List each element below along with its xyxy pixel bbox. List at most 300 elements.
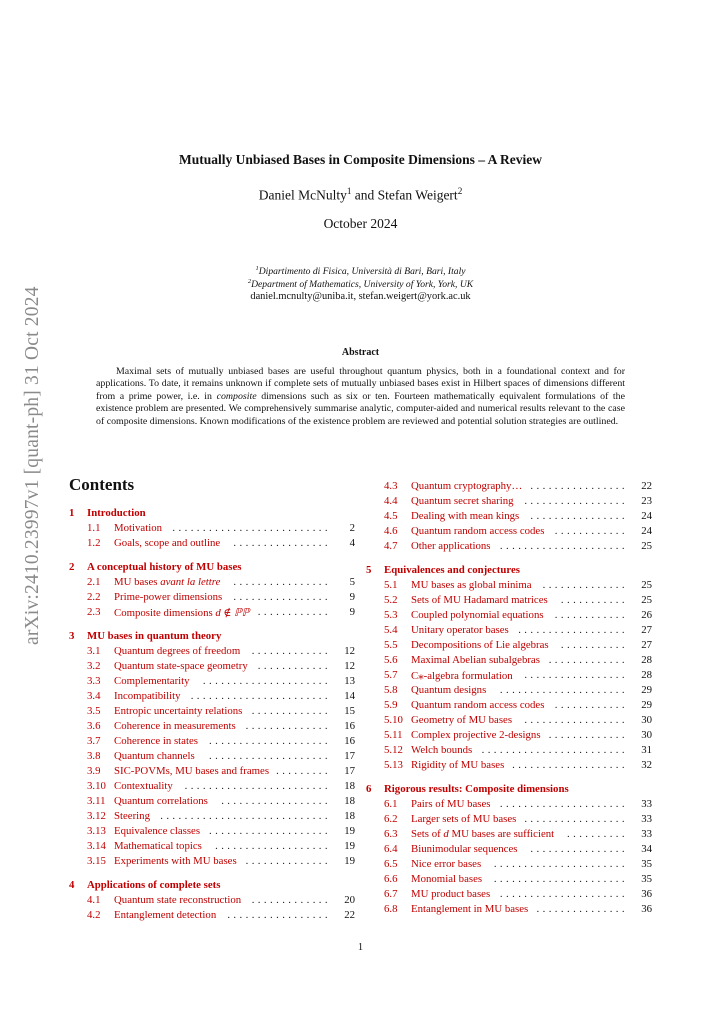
toc-entry-label-text: C⁎-algebra formulation (411, 670, 513, 682)
toc-entry[interactable] (384, 480, 652, 494)
toc-entry-label-text: Goals, scope and outline (114, 537, 221, 549)
toc-entry-number: 4.7 (384, 540, 398, 552)
toc-entry[interactable] (87, 795, 355, 809)
toc-entry-label (411, 480, 522, 492)
toc-entry-label-text: MU product bases (411, 888, 491, 900)
toc-entry-page: 24 (641, 525, 652, 537)
toc-leader-dots: .................. (518, 624, 628, 636)
toc-entry-number: 5.8 (384, 684, 398, 696)
toc-entry[interactable] (384, 525, 652, 539)
toc-section-label: Applications of complete sets (87, 879, 221, 891)
abstract-text-em: composite (216, 390, 257, 402)
toc-leader-dots: ....................... (190, 690, 331, 702)
toc-entry-page: 25 (641, 594, 652, 606)
toc-entry-label (411, 669, 513, 682)
toc-entry[interactable] (384, 669, 652, 683)
toc-entry[interactable] (87, 840, 355, 854)
toc-entry-number: 6.5 (384, 858, 398, 870)
toc-entry-page: 20 (344, 894, 355, 906)
toc-entry-label (411, 873, 482, 885)
toc-leader-dots: ............ (257, 660, 331, 672)
toc-section-number: 4 (69, 879, 75, 891)
toc-entry-page: 22 (344, 909, 355, 921)
toc-entry-number: 5.2 (384, 594, 398, 606)
toc-leader-dots: ................. (524, 714, 628, 726)
toc-entry[interactable] (384, 903, 652, 917)
toc-entry-page: 29 (641, 684, 652, 696)
toc-entry-page: 27 (641, 639, 652, 651)
toc-entry-page: 30 (641, 714, 652, 726)
toc-entry-label (114, 537, 220, 549)
toc-entry-label (114, 735, 198, 747)
toc-entry-number: 3.5 (87, 705, 101, 717)
toc-leader-dots: .................... (209, 735, 331, 747)
toc-entry-label-text: MU bases as global minima (411, 579, 532, 591)
toc-entry-label-text: Mathematical topics (114, 840, 202, 852)
toc-entry-page: 18 (344, 795, 355, 807)
toc-entry-page: 18 (344, 810, 355, 822)
toc-entry-label-text: Quantum correlations (114, 795, 208, 807)
toc-entry-label-text: Quantum state reconstruction (114, 894, 242, 906)
toc-entry-page: 4 (349, 537, 355, 549)
toc-entry-number: 1.2 (87, 537, 101, 549)
toc-entry-page: 18 (344, 780, 355, 792)
author-2: Stefan Weigert (377, 187, 458, 203)
toc-entry[interactable] (87, 909, 355, 923)
toc-entry-page: 27 (641, 624, 652, 636)
toc-entry-page: 31 (641, 744, 652, 756)
toc-leader-dots: ...................... (493, 858, 628, 870)
toc-leader-dots: ............. (251, 645, 331, 657)
toc-section-heading[interactable] (69, 630, 221, 642)
toc-entry-number: 5.12 (384, 744, 403, 756)
toc-entry-page: 24 (641, 510, 652, 522)
toc-entry-label-text: Nice error bases (411, 858, 482, 870)
toc-entry-label-text: Experiments with MU bases (114, 855, 237, 867)
toc-entry[interactable] (87, 720, 355, 734)
toc-entry[interactable] (384, 540, 652, 554)
toc-leader-dots: ........................ (184, 780, 331, 792)
toc-entry[interactable] (87, 660, 355, 674)
toc-entry-number: 2.1 (87, 576, 101, 588)
affiliation-2-mark: 2 (247, 278, 252, 285)
toc-entry[interactable] (384, 639, 652, 653)
toc-entry[interactable] (87, 537, 355, 551)
email-addresses: daniel.mcnulty@uniba.it, stefan.weigert@york.ac.uk (250, 291, 471, 302)
toc-entry-label-text: Contextuality (114, 780, 173, 792)
author-and: and (351, 187, 378, 203)
toc-entry-label (411, 624, 509, 636)
toc-entry-label-text: Larger sets of MU bases (411, 813, 517, 825)
toc-section-number: 1 (69, 507, 75, 519)
toc-entry-label-text: Maximal Abelian subalgebras (411, 654, 540, 666)
toc-entry[interactable] (384, 759, 652, 773)
toc-entry-page: 32 (641, 759, 652, 771)
toc-entry-number: 4.3 (384, 480, 398, 492)
toc-entry-label-text: Complex projective 2-designs (411, 729, 541, 741)
toc-entry-number: 5.10 (384, 714, 403, 726)
toc-leader-dots: ................... (215, 840, 331, 852)
toc-entry-number: 5.13 (384, 759, 403, 771)
toc-entry-number: 2.3 (87, 606, 101, 618)
toc-leader-dots: ............... (536, 903, 628, 915)
toc-entry-label (411, 684, 486, 696)
toc-entry-label-text: Entanglement detection (114, 909, 217, 921)
toc-entry-label-text: Entropic uncertainty relations (114, 705, 243, 717)
toc-entry-label-text: Pairs of MU bases (411, 798, 491, 810)
toc-entry[interactable] (384, 510, 652, 524)
toc-entry-label-text: Motivation (114, 522, 162, 534)
toc-entry-label (114, 660, 248, 672)
toc-entry-label-text: Coupled polynomial equations (411, 609, 544, 621)
toc-entry[interactable] (384, 828, 652, 842)
toc-entry-label-text: Quantum channels (114, 750, 195, 762)
toc-leader-dots: ................... (512, 759, 628, 771)
toc-entry-label (411, 888, 490, 900)
paper-title: Mutually Unbiased Bases in Composite Dimensions – A Review (178, 152, 543, 167)
toc-entry-label-text: Entanglement in MU bases (411, 903, 529, 915)
toc-leader-dots: ............. (251, 894, 331, 906)
toc-section-label: Equivalences and conjectures (384, 564, 520, 576)
toc-entry-number: 4.4 (384, 495, 398, 507)
toc-entry-label (411, 798, 490, 810)
toc-entry-label (114, 690, 181, 702)
toc-entry-number: 4.2 (87, 909, 101, 921)
toc-entry-label (114, 840, 202, 852)
toc-entry-page: 9 (349, 606, 355, 618)
toc-entry-label (114, 522, 162, 534)
toc-leader-dots: .............. (542, 579, 628, 591)
toc-entry[interactable] (87, 522, 355, 536)
toc-entry-number: 3.15 (87, 855, 106, 867)
toc-entry-page: 33 (641, 828, 652, 840)
toc-entry-label-text: Biunimodular sequences (411, 843, 518, 855)
toc-entry-page: 19 (344, 855, 355, 867)
author-1: Daniel McNulty (258, 187, 347, 203)
abstract-body (96, 366, 625, 428)
toc-section-heading[interactable] (69, 879, 220, 891)
toc-entry-label-text: Quantum cryptography… (411, 480, 523, 492)
toc-entry-label-text: Rigidity of MU bases (411, 759, 505, 771)
toc-entry[interactable] (384, 873, 652, 887)
toc-entry-label-text: Quantum random access codes (411, 699, 545, 711)
toc-leader-dots: ............ (554, 609, 628, 621)
toc-leader-dots: ................. (524, 813, 628, 825)
toc-entry[interactable] (87, 705, 355, 719)
toc-entry-label (411, 609, 544, 621)
toc-entry[interactable] (87, 780, 355, 794)
toc-entry-number: 3.8 (87, 750, 101, 762)
toc-entry-number: 3.11 (87, 795, 106, 807)
toc-entry-label (114, 795, 208, 807)
toc-section-heading[interactable] (366, 564, 520, 576)
toc-entry-label-text: Quantum state-space geometry (114, 660, 248, 672)
toc-entry-page: 25 (641, 579, 652, 591)
affiliation-2 (0, 278, 721, 290)
toc-entry-page: 35 (641, 873, 652, 885)
toc-entry-page: 19 (344, 825, 355, 837)
abstract-text-2: dimensions such as six or ten. Fourteen mathematically equivalent formulations of the existence problem are presented. We comprehensively summarise analytic, computer-aided and numerical results relevant to the case of composite dimensions. Known modifications of the existence problem are reviewed and potential solution strategies are outlined. (96, 390, 625, 427)
toc-leader-dots: ............. (548, 654, 628, 666)
toc-entry-page: 35 (641, 858, 652, 870)
toc-section-label: MU bases in quantum theory (87, 630, 222, 642)
toc-entry-number: 2.2 (87, 591, 101, 603)
toc-entry[interactable] (87, 645, 355, 659)
toc-entry[interactable] (384, 714, 652, 728)
toc-leader-dots: ......... (276, 765, 331, 777)
toc-leader-dots: ............................ (160, 810, 331, 822)
toc-entry[interactable] (384, 594, 652, 608)
toc-entry-label (411, 654, 540, 666)
toc-entry[interactable] (87, 855, 355, 869)
toc-entry-label-text: Prime-power dimensions (114, 591, 223, 603)
toc-entry-number: 6.6 (384, 873, 398, 885)
toc-section-heading[interactable] (366, 783, 569, 795)
toc-entry[interactable] (87, 894, 355, 908)
toc-entry-label (411, 828, 554, 840)
toc-entry[interactable] (87, 825, 355, 839)
toc-entry[interactable] (384, 843, 652, 857)
toc-section-number: 2 (69, 561, 75, 573)
toc-leader-dots: ..................... (499, 684, 628, 696)
toc-leader-dots: ........... (560, 594, 628, 606)
toc-entry-label-italic: d (443, 828, 449, 840)
toc-section-label: Introduction (87, 507, 146, 519)
toc-entry-label-text: Quantum secret sharing (411, 495, 514, 507)
toc-entry-page: 12 (344, 660, 355, 672)
toc-leader-dots: .............. (245, 855, 331, 867)
toc-leader-dots: .................. (221, 795, 331, 807)
toc-entry-label-italic: d ∉ ℙℙ (215, 607, 250, 619)
affiliation-1-mark: 1 (255, 265, 259, 272)
toc-entry-label-text: Coherence in states (114, 735, 198, 747)
toc-leader-dots: ............ (257, 606, 331, 618)
toc-leader-dots: ..................... (202, 675, 331, 687)
toc-entry-page: 33 (641, 798, 652, 810)
toc-entry-label (411, 639, 549, 651)
toc-entry-number: 5.11 (384, 729, 403, 741)
toc-entry[interactable] (87, 606, 355, 620)
toc-section-number: 5 (366, 564, 372, 576)
toc-leader-dots: ..................... (499, 888, 628, 900)
toc-entry-label-text: Welch bounds (411, 744, 473, 756)
toc-entry[interactable] (384, 813, 652, 827)
affiliation-1 (0, 265, 721, 277)
toc-entry-number: 3.6 (87, 720, 101, 732)
toc-entry-label (114, 765, 269, 777)
toc-entry[interactable] (87, 765, 355, 779)
toc-entry-number: 3.13 (87, 825, 106, 837)
toc-entry-number: 3.7 (87, 735, 101, 747)
toc-entry-page: 14 (344, 690, 355, 702)
toc-entry-page: 36 (641, 903, 652, 915)
toc-entry-page: 28 (641, 669, 652, 681)
toc-leader-dots: ................. (524, 495, 628, 507)
toc-entry[interactable] (384, 495, 652, 509)
toc-entry-label-text: Quantum random access codes (411, 525, 545, 537)
toc-entry-label (114, 720, 236, 732)
toc-entry[interactable] (87, 576, 355, 590)
toc-entry-label (411, 594, 548, 606)
toc-leader-dots: ...................... (493, 873, 628, 885)
toc-entry[interactable] (384, 888, 652, 902)
toc-entry-label-text: Coherence in measurements (114, 720, 236, 732)
toc-entry-number: 6.1 (384, 798, 398, 810)
toc-entry-label-text: Quantum designs (411, 684, 487, 696)
toc-entry-label (114, 606, 249, 619)
toc-entry-label-text-2: MU bases are sufficient (448, 828, 555, 840)
toc-entry-page: 25 (641, 540, 652, 552)
toc-entry[interactable] (384, 624, 652, 638)
toc-entry[interactable] (384, 684, 652, 698)
toc-entry-label (114, 855, 237, 867)
toc-entry-label-text: Steering (114, 810, 150, 822)
toc-entry-page: 13 (344, 675, 355, 687)
toc-entry-page: 9 (349, 591, 355, 603)
toc-entry-label-text: Composite dimensions (114, 607, 216, 619)
toc-entry-number: 6.7 (384, 888, 398, 900)
toc-entry[interactable] (87, 735, 355, 749)
toc-entry-page: 36 (641, 888, 652, 900)
toc-entry-number: 3.10 (87, 780, 106, 792)
toc-leader-dots: ............ (554, 525, 628, 537)
toc-leader-dots: .......... (567, 828, 628, 840)
toc-entry-label-text: SIC-POVMs, MU bases and frames (114, 765, 270, 777)
toc-leader-dots: ................ (233, 537, 331, 549)
toc-entry-number: 3.1 (87, 645, 101, 657)
toc-entry-page: 5 (349, 576, 355, 588)
toc-entry[interactable] (87, 810, 355, 824)
toc-leader-dots: ............. (251, 705, 331, 717)
toc-entry-label (114, 780, 173, 792)
toc-entry-label (411, 729, 541, 741)
toc-entry-number: 6.8 (384, 903, 398, 915)
toc-entry-number: 3.4 (87, 690, 101, 702)
toc-entry-label (411, 813, 516, 825)
toc-entry-label (114, 810, 150, 822)
toc-leader-dots: ................ (530, 510, 628, 522)
toc-entry-number: 3.9 (87, 765, 101, 777)
toc-section-number: 3 (69, 630, 75, 642)
toc-leader-dots: .................... (209, 750, 331, 762)
toc-section-label: Rigorous results: Composite dimensions (384, 783, 569, 795)
toc-entry[interactable] (87, 675, 355, 689)
toc-leader-dots: ..................... (499, 540, 628, 552)
toc-section-number: 6 (366, 783, 372, 795)
toc-entry-number: 5.5 (384, 639, 398, 651)
affiliation-2-text: Department of Mathematics, University of York, York, UK (251, 279, 474, 291)
toc-entry-page: 33 (641, 813, 652, 825)
toc-entry-label-text: Unitary operator bases (411, 624, 509, 636)
toc-entry-page: 17 (344, 765, 355, 777)
toc-entry[interactable] (87, 750, 355, 764)
toc-entry-number: 6.3 (384, 828, 398, 840)
toc-entry-label (114, 750, 195, 762)
toc-entry-number: 5.7 (384, 669, 398, 681)
toc-entry-page: 16 (344, 720, 355, 732)
toc-entry-label (411, 540, 490, 552)
toc-leader-dots: ................ (233, 591, 331, 603)
toc-entry-page: 17 (344, 750, 355, 762)
toc-entry-label-text: Incompatibility (114, 690, 181, 702)
toc-entry-label-text: Equivalence classes (114, 825, 201, 837)
toc-entry-number: 1.1 (87, 522, 101, 534)
toc-entry-label (114, 645, 240, 657)
author-line (0, 186, 721, 204)
toc-entry-number: 6.2 (384, 813, 398, 825)
toc-section-heading[interactable] (69, 561, 241, 573)
toc-entry-label-text: Sets of (411, 828, 444, 840)
toc-entry-number: 4.5 (384, 510, 398, 522)
abstract-text-1: Maximal sets of mutually unbiased bases are useful throughout quantum physics, both in a foundational context and for applications. To date, it remains unknown if complete sets of mutually unbiased bases exist in Hilbert spaces of dimensions different from a prime power, i.e. in (96, 366, 625, 402)
toc-entry-label (411, 510, 519, 522)
toc-entry[interactable] (384, 654, 652, 668)
toc-entry-label (411, 714, 512, 726)
toc-entry[interactable] (384, 609, 652, 623)
toc-leader-dots: ................. (524, 669, 628, 681)
toc-entry-label (411, 759, 504, 771)
arxiv-id-label: arXiv:2410.23997v1 [quant-ph] 31 Oct 2024 (22, 286, 43, 645)
toc-entry-label-text: Other applications (411, 540, 491, 552)
toc-entry[interactable] (384, 744, 652, 758)
page-number: 1 (357, 942, 364, 953)
toc-entry[interactable] (87, 690, 355, 704)
toc-entry-page: 12 (344, 645, 355, 657)
toc-entry-number: 5.9 (384, 699, 398, 711)
toc-entry-label-italic: avant la lettre (160, 576, 221, 588)
toc-entry-number: 5.1 (384, 579, 398, 591)
toc-entry-label (411, 843, 517, 855)
toc-entry[interactable] (384, 729, 652, 743)
toc-entry[interactable] (384, 579, 652, 593)
toc-entry[interactable] (384, 858, 652, 872)
toc-entry-number: 5.3 (384, 609, 398, 621)
toc-entry-label (411, 858, 481, 870)
toc-entry-label-text: Sets of MU Hadamard matrices (411, 594, 548, 606)
toc-entry-page: 23 (641, 495, 652, 507)
toc-entry-number: 4.6 (384, 525, 398, 537)
toc-entry-number: 3.14 (87, 840, 106, 852)
toc-entry-label (411, 744, 472, 756)
toc-entry-label (411, 579, 532, 591)
toc-entry-page: 15 (344, 705, 355, 717)
toc-entry[interactable] (384, 699, 652, 713)
toc-leader-dots: ..................... (499, 798, 628, 810)
abstract-heading: Abstract (341, 347, 380, 358)
toc-leader-dots: .............. (245, 720, 331, 732)
toc-leader-dots: .................... (209, 825, 331, 837)
toc-entry-number: 5.4 (384, 624, 398, 636)
toc-entry-label (411, 495, 514, 507)
toc-section-heading[interactable] (69, 507, 146, 519)
toc-entry-label (114, 591, 222, 603)
toc-entry-label (411, 525, 544, 537)
toc-entry-page: 34 (641, 843, 652, 855)
toc-entry-label (114, 576, 220, 588)
toc-entry[interactable] (87, 591, 355, 605)
toc-entry-number: 3.12 (87, 810, 106, 822)
toc-entry-label (114, 705, 242, 717)
toc-section-label: A conceptual history of MU bases (87, 561, 242, 573)
toc-entry-label (411, 903, 528, 915)
toc-entry-page: 22 (641, 480, 652, 492)
toc-entry-page: 26 (641, 609, 652, 621)
toc-leader-dots: ........... (560, 639, 628, 651)
toc-entry[interactable] (384, 798, 652, 812)
contents-heading: Contents (69, 475, 135, 494)
toc-entry-number: 3.2 (87, 660, 101, 672)
author-2-mark: 2 (457, 186, 463, 196)
